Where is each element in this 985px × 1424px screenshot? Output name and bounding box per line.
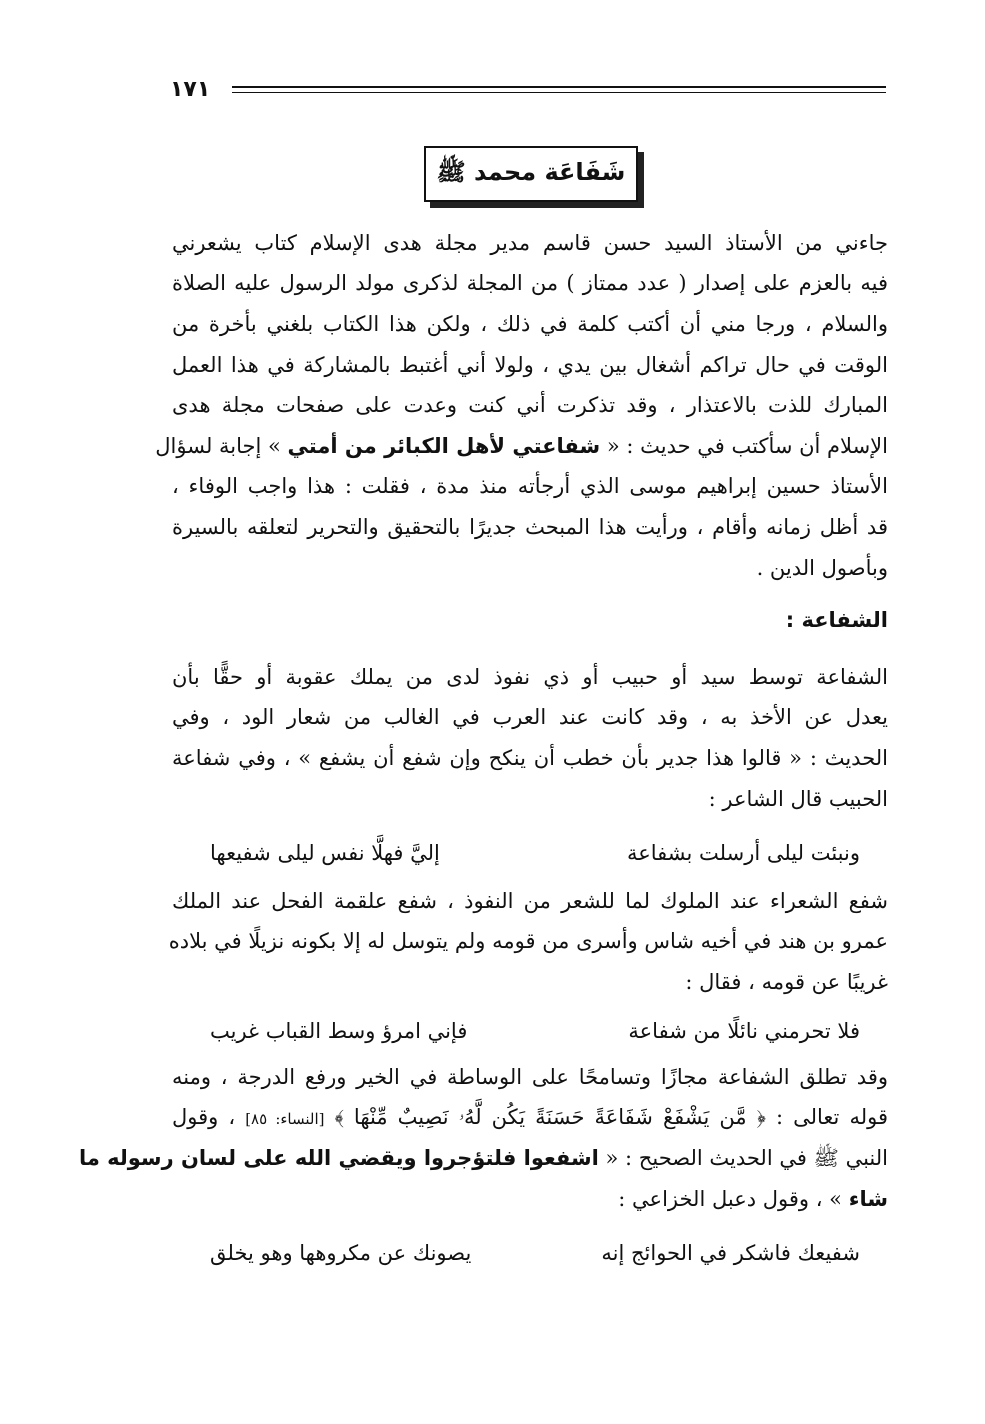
chapter-title: شَفَاعَة محمد ﷺ	[436, 157, 626, 186]
verse-second-half: يصونك عن مكروهها وهو يخلق	[210, 1241, 472, 1265]
text-line: الحديث : « قالوا هذا جدير بأن خطب أن ينكح وإن شفع أن يشفع » ، وفي شفاعة	[172, 746, 888, 770]
text-line: يعدل عن الأخذ به ، وقد كانت عند العرب في الغالب من شعار الود ، وفي	[172, 705, 888, 729]
poetry-verse	[200, 1238, 860, 1268]
text-span: الإسلام أن سأكتب في حديث : «	[606, 434, 888, 458]
hadith-quote: اشفعوا فلتؤجروا ويقضي الله على لسان رسوله ما	[78, 1146, 599, 1170]
text-line: والسلام ، ورجا مني أن أكتب كلمة في ذلك ، ولكن هذا الكتاب بلغني بأخرة من	[172, 312, 888, 336]
text-line: فيه بالعزم على إصدار ( عدد ممتاز ) من المجلة لذكرى مولد الرسول عليه الصلاة	[172, 271, 888, 295]
hadith-quote: شاء	[848, 1187, 888, 1211]
text-line	[172, 1102, 888, 1134]
text-line: الوقت في حال تراكم أشغال بين يدي ، ولولا أني أغتبط بالمشاركة في هذا العمل	[172, 353, 888, 377]
text-line: غريبًا عن قومه ، فقال :	[685, 970, 888, 994]
text-span: » ، وقول دعبل الخزاعي :	[618, 1187, 843, 1211]
text-line	[78, 1143, 888, 1173]
verse-second-half: إليَّ فهلَّا نفس ليلى شفيعها	[210, 841, 440, 865]
text-line: وبأصول الدين .	[756, 556, 888, 580]
verse-first-half: شفيعك فاشكر في الحوائج إنه	[601, 1241, 860, 1265]
poetry-verse	[200, 1016, 860, 1046]
text-line: الشفاعة توسط سيد أو حبيب أو ذي نفوذ لدى من يملك عقوبة أو حقًّا بأن	[172, 665, 888, 689]
poetry-verse	[200, 838, 860, 868]
section-heading: الشفاعة :	[785, 608, 888, 632]
verse-first-half: ونبئت ليلى أرسلت بشفاعة	[626, 841, 860, 865]
text-line: جاءني من الأستاذ السيد حسن قاسم مدير مجلة هدى الإسلام كتاب يشعرني	[172, 231, 888, 255]
text-line: عمرو بن هند في أخيه شاس وأسرى من قومه ولم يتوسل له إلا بكونه نزيلًا في بلاده	[168, 929, 888, 953]
text-span: النبي ﷺ في الحديث الصحيح : «	[605, 1146, 888, 1170]
text-span: ، وقول	[172, 1105, 236, 1129]
hadith-quote: شفاعتي لأهل الكبائر من أمتي	[287, 434, 601, 458]
text-line	[155, 431, 888, 461]
text-line	[172, 1184, 888, 1214]
text-line: شفع الشعراء عند الملوك لما للشعر من النفوذ ، شفع علقمة الفحل عند الملك	[172, 889, 888, 913]
quran-reference: [النساء: ٨٥]	[245, 1110, 325, 1128]
text-line: الأستاذ حسين إبراهيم موسى الذي أرجأته منذ مدة ، فقلت : هذا واجب الوفاء ،	[172, 474, 888, 498]
quran-verse: قوله تعالى : ﴿ مَّن يَشْفَعْ شَفَاعَةً حَسَنَةً يَكُن لَّهُۥ نَصِيبٌ مِّنْهَا ﴾	[334, 1105, 888, 1129]
text-line: الحبيب قال الشاعر :	[708, 787, 888, 811]
page-header	[170, 76, 886, 106]
header-rule-thin	[232, 92, 886, 93]
verse-second-half: فإني امرؤ وسط القباب غريب	[210, 1019, 468, 1043]
page-number: ١٧١	[170, 77, 211, 102]
chapter-title-box	[424, 146, 638, 202]
text-line: قد أظل زمانه وأقام ، ورأيت هذا المبحث جديرًا بالتحقيق والتحرير لتعلقه بالسيرة	[172, 515, 888, 539]
text-span: » إجابة لسؤال	[155, 434, 281, 458]
text-line: وقد تطلق الشفاعة مجازًا وتسامحًا على الوساطة في الخير ورفع الدرجة ، ومنه	[172, 1065, 888, 1089]
text-line: المبارك للذت بالاعتذار ، وقد تذكرت أني كنت وعدت على صفحات مجلة هدى	[172, 393, 888, 417]
verse-first-half: فلا تحرمني نائلًا من شفاعة	[628, 1019, 860, 1043]
header-rule	[232, 86, 886, 88]
